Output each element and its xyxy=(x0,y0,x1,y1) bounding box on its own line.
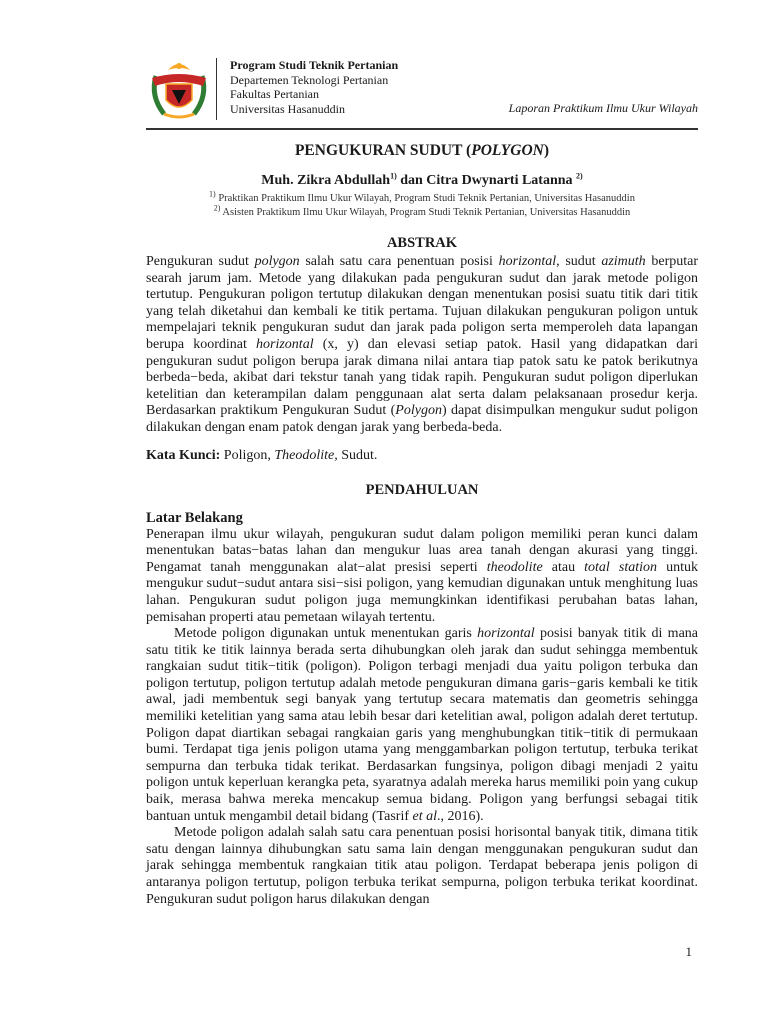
report-title: Laporan Praktikum Ilmu Ukur Wilayah xyxy=(508,101,698,115)
keywords: Kata Kunci: Poligon, Theodolite, Sudut. xyxy=(146,447,378,463)
author-line: Muh. Zikra Abdullah$^{1)}$ dan Citra Dwynarti Latanna $^{2)}$ xyxy=(261,171,583,188)
department-name: Departemen Teknologi Pertanian xyxy=(230,72,389,87)
introduction-heading: PENDAHULUAN xyxy=(365,481,479,498)
intro-paragraph-1: Penerapan ilmu ukur wilayah, pengukuran sudut dalam poligon memiliki peran kunci dalam menentukan batas−batas lahan dan mengukur luas area tanah dengan akurasi yang tinggi. Pengamat tanah menggunakan alat−alat presisi seperti theodolite atau total station untuk mengukur sudut−sudut antara sisi−sisi poligon, yang kemudian digunakan untuk menghitung luas lahan. Pengukuran sudut poligon juga memungkinkan identifikasi perubahan batas lahan, pemisahan properti atau pemetaan wilayah tertentu. xyxy=(146,526,698,625)
abstract-text: Pengukuran sudut polygon salah satu cara penentuan posisi horizontal, sudut azimuth berputar searah jarum jam. Metode yang dilakukan pada pengukuran sudut dan jarak metode poligon tertutup. Pengukuran poligon tertutup dilakukan dengan menentukan posisi suatu titik dari titik yang telah diketahui dan kembali ke titik pertama. Tujuan dilakukan pengukuran poligon untuk mempelajari teknik pengukuran sudut dan jarak pada poligon serta memperoleh data lapangan berupa koordinat horizontal (x, y) dan elevasi setiap patok. Hasil yang didapatkan dari pengukuran sudut poligon berupa jarak dimana nilai antara tiap patok satu ke patok berikutnya berbeda−beda, akibat dari tekstur tanah yang tidak rapih. Pengukuran sudut poligon diperlukan ketelitian dan keterampilan dalam penggunaan alat serta dalam pelaksanaan prosedur kerja. Berdasarkan praktikum Pengukuran Sudut (Polygon) dapat disimpulkan mengukur sudut poligon dilakukan dengan enam patok dengan jarak yang berbeda-beda. xyxy=(146,254,699,435)
intro-paragraph-2: Metode poligon digunakan untuk menentukan garis horizontal posisi banyak titik di mana satu titik ke titik lainnya berada serta dihubungkan oleh jarak dan sudut sehingga membentuk rangkaian sudut titik−titik (poligon). Poligon terbagi menjadi dua yaitu poligon terbuka dan poligon tertutup, poligon tertutup adalah metode pengukuran dimana garis−garis kembali ke titik awal, jadi membentuk segi banyak yang tertutup secara matematis dan geometris sehingga memiliki ketelitian yang sama atau lebih besar dari ketelitian awal, poligon adalah deret tertutup. Poligon dapat diartikan sebagai rangkaian garis yang menghubungkan titik−titik di permukaan bumi. Terdapat tiga jenis poligon utama yang menggambarkan poligon tertutup, terbuka terikat sempurna dan terbuka tidak terikat. Berdasarkan fungsinya, poligon dibagi menjadi 2 yaitu poligon untuk keperluan kerangka peta, syaratnya adalah mereka harus memiliki poin yang cukup baik, merasa bahwa mereka mencakup semua bidang. Poligon yang berfungsi sebagai titik bantuan untuk mengambil detail bidang (Tasrif et al., 2016). xyxy=(146,626,698,824)
affiliation-1: $^{1)}$ Praktikan Praktikum Ilmu Ukur Wilayah, Program Studi Teknik Pertanian, Universitas Hasanuddin xyxy=(209,189,635,204)
intro-paragraph-3: Metode poligon adalah salah satu cara penentuan posisi horisontal banyak titik, dimana titik satu dengan lainnya dihubungkan satu sama lain dengan menggunakan pengukuran sudut dan jarak sehingga membentuk rangkaian titik atau poligon. Terdapat beberapa jenis poligon di antaranya poligon tertutup, poligon terbuka terikat sempurna, poligon terbuka terikat koordinat. Pengukuran sudut poligon harus dilakukan dengan xyxy=(146,825,698,907)
faculty-name: Fakultas Pertanian xyxy=(230,87,319,102)
page-number: 1 xyxy=(685,944,692,959)
university-name: Universitas Hasanuddin xyxy=(230,101,345,116)
background-subheading: Latar Belakang xyxy=(146,509,243,526)
program-name: Program Studi Teknik Pertanian xyxy=(230,58,399,72)
header-divider xyxy=(216,58,217,120)
header-rule xyxy=(146,128,698,130)
affiliation-2: $^{2)}$ Asisten Praktikum Ilmu Ukur Wilayah, Program Studi Teknik Pertanian, Universitas Hasanuddin xyxy=(213,203,631,218)
paper-body xyxy=(146,140,698,908)
page-header xyxy=(0,0,768,130)
institution-block xyxy=(230,58,398,116)
paper-title: PENGUKURAN SUDUT (POLYGON) xyxy=(294,142,550,159)
university-logo xyxy=(146,56,212,122)
abstract-heading: ABSTRAK xyxy=(386,235,458,251)
